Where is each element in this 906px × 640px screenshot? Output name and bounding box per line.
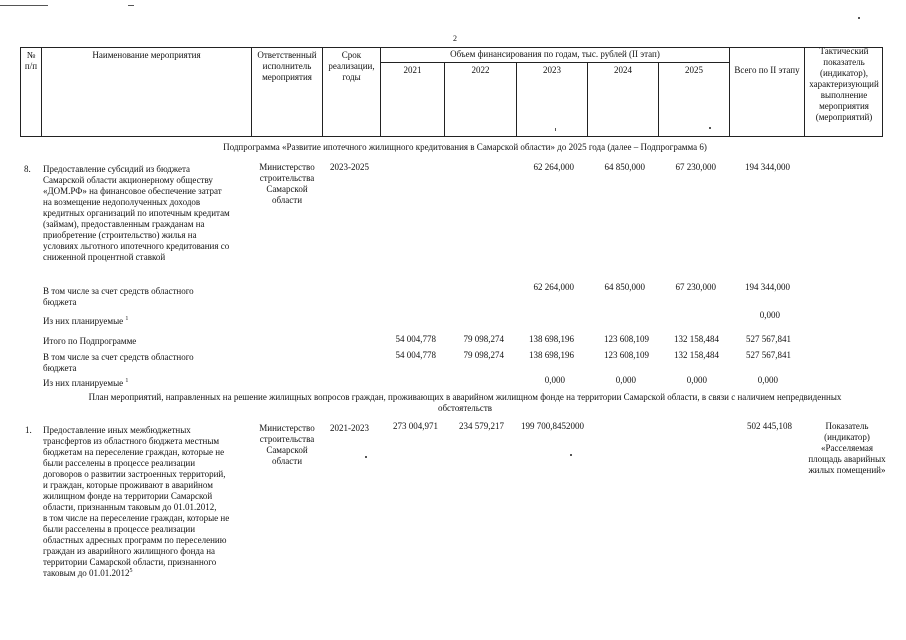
value-2025: 132 158,484 (674, 350, 719, 360)
scan-speck (570, 454, 572, 456)
term: 2021-2023 (330, 423, 369, 433)
subprogram-title: Подпрограмма «Развитие ипотечного жилищного кредитования в Самарской области» до 2025 года (далее – Подпрограмма 6) (223, 142, 707, 152)
value-total: 0,000 (759, 310, 780, 320)
value-total: 502 445,108 (747, 421, 792, 431)
value-total: 194 344,000 (745, 162, 790, 172)
header-year-2022: 2022 (471, 65, 490, 75)
value-2022: 79 098,274 (463, 334, 504, 344)
term: 2023-2025 (330, 162, 369, 172)
value-2021: 273 004,971 (393, 421, 438, 431)
value-2025: 132 158,484 (674, 334, 719, 344)
header-year-2025: 2025 (685, 65, 703, 75)
page-number: 2 (453, 34, 457, 43)
value-2023: 62 264,000 (533, 162, 574, 172)
value-2024: 123 608,109 (604, 334, 649, 344)
row-number: 1. (25, 425, 32, 435)
value-2025: 67 230,000 (675, 162, 716, 172)
row-number: 8. (24, 164, 31, 174)
scan-speck (709, 127, 711, 129)
header-num: № п/п (24, 50, 38, 71)
row-label: Из них планируемые $^1$ (43, 316, 129, 326)
indicator: Показатель (индикатор) «Расселяемая площадь аварийных жилых помещений» (808, 421, 886, 475)
scan-artifact (0, 5, 48, 6)
row-label: В том числе за счет средств областного бюджета (43, 352, 194, 373)
value-2023: 138 698,196 (529, 334, 574, 344)
row-label: Из них планируемые $^1$ (43, 378, 129, 388)
header-indicator: Тактический показатель (индикатор), характеризующий выполнение мероприятия (мероприятий) (809, 46, 879, 122)
value-2021: 54 004,778 (395, 334, 436, 344)
value-total: 194 344,000 (745, 282, 790, 292)
value-2022: 79 098,274 (463, 350, 504, 360)
value-2025: 0,000 (686, 375, 707, 385)
header-year-2023: 2023 (543, 65, 561, 75)
executor: Министерство строительства Самарской области (259, 423, 315, 466)
header-finance: Объем финансирования по годам, тыс. рублей (II этап) (450, 49, 660, 59)
activity-name: Предоставление иных межбюджетных трансфертов из областного бюджета местным бюджетам на переселение граждан, которые не были расселены в процессе реализации договоров о развитии застроенных территорий, и граждан, которые проживают в аварийном жилищном фонде на территории Самарской области, признанным таковым до 01.01.2012, в том числе на переселение граждан, которые не были расселены в процессе реализации областных адресных программ по переселению граждан из аварийного жилищного фонда на территории Самарской области, признанного таковым до 01.01.2012$^5$ (43, 425, 230, 578)
header-total: Всего по II этапу (734, 65, 800, 75)
value-2023: 199 700,8452000 (521, 421, 584, 431)
value-total: 527 567,841 (746, 334, 791, 344)
header-year-2021: 2021 (403, 65, 422, 75)
value-2024: 64 850,000 (604, 162, 645, 172)
header-executor: Ответственный исполнитель мероприятия (257, 50, 317, 82)
value-total: 0,000 (757, 375, 778, 385)
row-label: Итого по Подпрограмме (43, 336, 137, 346)
value-total: 527 567,841 (746, 350, 791, 360)
scan-speck (555, 128, 556, 131)
plan-title: План мероприятий, направленных на решение жилищных вопросов граждан, проживающих в аварийном жилищном фонде на территории Самарской области, в связи с наличием непредвиденных обстоятельств (88, 392, 842, 413)
value-2024: 64 850,000 (604, 282, 645, 292)
scan-artifact (128, 5, 134, 6)
row-label: В том числе за счет средств областного бюджета (43, 286, 194, 307)
value-2023: 62 264,000 (533, 282, 574, 292)
activity-name: Предоставление субсидий из бюджета Самарской области акционерному обществу «ДОМ.РФ» на финансовое обеспечение затрат на возмещение недополученных доходов кредитных организаций по ипотечным кредитам (займам), предоставленным гражданам на приобретение (строительство) жилья на условиях льготного ипотечного кредитования со сниженной процентной ставкой (43, 164, 230, 262)
value-2024: 123 608,109 (604, 350, 649, 360)
value-2024: 0,000 (615, 375, 636, 385)
value-2025: 67 230,000 (675, 282, 716, 292)
executor: Министерство строительства Самарской области (259, 162, 315, 205)
value-2023: 0,000 (544, 375, 565, 385)
scan-speck (858, 17, 860, 19)
value-2021: 54 004,778 (395, 350, 436, 360)
header-term: Срок реализации, годы (328, 50, 375, 82)
value-2023: 138 698,196 (529, 350, 574, 360)
header-name: Наименование мероприятия (92, 50, 201, 60)
scan-speck (365, 456, 367, 458)
value-2022: 234 579,217 (459, 421, 504, 431)
header-year-2024: 2024 (614, 65, 632, 75)
